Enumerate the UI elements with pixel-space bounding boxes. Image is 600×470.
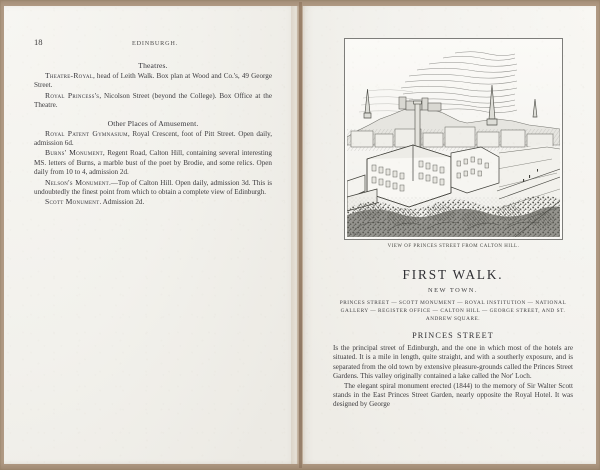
right-page [303, 6, 596, 464]
section-other-places-of-amusement [34, 119, 272, 208]
book-gutter-shading [291, 6, 305, 464]
left-page-text-column [34, 61, 272, 208]
entry-term: Royal Princess's [45, 90, 100, 100]
engraving-signature: LANG. [350, 232, 364, 236]
entry-term: Burns' Monument [45, 148, 103, 158]
entry-term: Royal Patent Gymnasium [45, 128, 128, 138]
entry-nelsons-monument [34, 178, 272, 198]
section-theatres [34, 61, 272, 111]
book-gutter-seam [299, 2, 302, 468]
left-page [4, 6, 297, 464]
entry-scott-monument [34, 197, 272, 207]
entry-text: , Royal Crescent, foot of Pitt Street. Open daily, admission 6d. [34, 129, 272, 148]
engraving-image [347, 41, 560, 237]
section-heading-theatres: Theatres. [138, 61, 168, 70]
entry-theatre-royal [34, 71, 272, 91]
entry-royal-princesss [34, 91, 272, 111]
paragraph-scott-monument: The elegant spiral monument erected (1844) to the memory of Sir Walter Scott stands in the East Princes Street Garden, nearly opposite the Royal Hotel. It was designed by George [333, 381, 573, 409]
running-head [34, 37, 272, 47]
engraving-caption: VIEW OF PRINCES STREET FROM CALTON HILL. [387, 244, 520, 249]
entry-text: , head of Leith Walk. Box plan at Wood and Co.'s, 49 George Street. [34, 72, 272, 90]
entry-term: Scott Monument [45, 197, 100, 207]
entry-text: , Regent Road, Calton Hill, containing several interesting MS. letters of Burns, a marble bust of the poet by Brodie, and some relics. Open daily from 10 to 4, admission 2d. [34, 149, 272, 177]
section-heading-princes-street: PRINCES STREET [412, 331, 494, 340]
section-contents-line: PRINCES STREET — SCOTT MONUMENT — ROYAL INSTITUTION — NATIONAL GALLERY — REGISTER OFFICE — CALTON HILL — GEORGE STREET, AND ST. ANDREW SQUARE. [339, 300, 567, 323]
engraving-frame [344, 38, 563, 240]
entry-royal-patent-gymnasium [34, 129, 272, 149]
section-spacer [34, 111, 272, 119]
engraving-artwork [347, 41, 560, 237]
area-title: NEW TOWN. [427, 287, 479, 294]
right-page-text-column [333, 344, 573, 410]
page-number: 18 [34, 37, 43, 47]
entry-term: Nelson's Monument [45, 177, 109, 187]
entry-term: Theatre-Royal [45, 71, 93, 80]
entry-text: . Admission 2d. [99, 198, 145, 207]
paragraph-princes-street: Is the principal street of Edinburgh, and the one in which most of the hotels are situated. It is a mile in length, quite straight, and with a southerly exposure, and is separated from the old town by extensive pleasure-grounds called the Princes Street Gardens. This valley originally contained a lake called the Nor' Loch. [333, 344, 573, 381]
entry-burns-monument [34, 148, 272, 177]
section-heading-other-places: Other Places of Amusement. [107, 118, 199, 128]
entry-text: .—Top of Calton Hill. Open daily, admission 3d. This is undoubtedly the finest point from which to obtain a complete view of Edinburgh. [34, 178, 272, 197]
running-head-title: EDINBURGH. [132, 40, 178, 47]
walk-title: FIRST WALK. [402, 267, 504, 282]
entry-text: , Nicolson Street (beyond the College). Box Office at the Theatre. [34, 91, 272, 110]
